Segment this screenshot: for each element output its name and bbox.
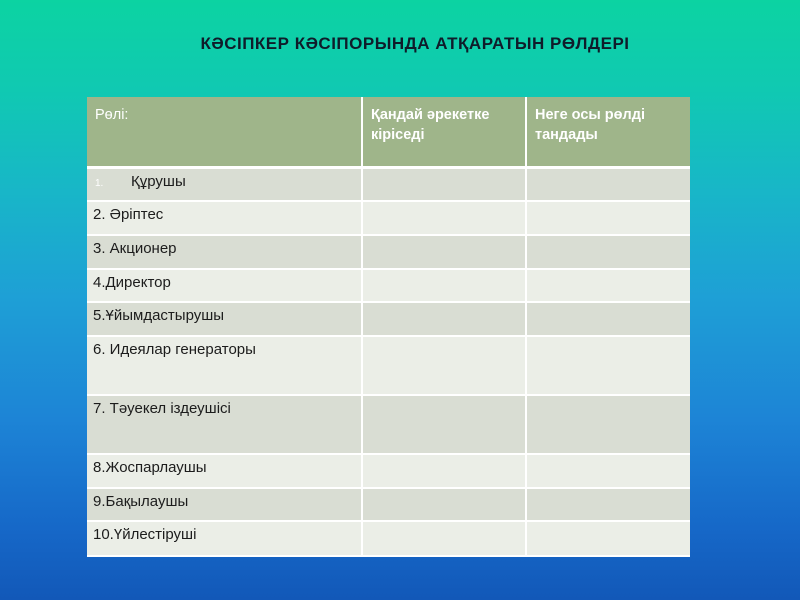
action-cell (362, 521, 526, 556)
action-cell (362, 235, 526, 269)
role-cell: 7. Тәуекел іздеушісі (87, 395, 362, 454)
reason-cell (526, 336, 690, 395)
action-cell (362, 336, 526, 395)
roles-table (87, 97, 690, 557)
slide-title: КӘСІПКЕР КӘСІПОРЫНДА АТҚАРАТЫН РӨЛДЕРІ (200, 34, 630, 53)
table-header-row (87, 97, 690, 167)
role-cell: 10.Үйлестіруші (87, 521, 362, 556)
role-cell: 9.Бақылаушы (87, 488, 362, 521)
action-cell (362, 488, 526, 521)
table-row (87, 488, 690, 521)
table-row (87, 521, 690, 556)
reason-cell (526, 488, 690, 521)
header-reason: Неге осы рөлді тандады (526, 97, 690, 167)
reason-cell (526, 235, 690, 269)
action-cell (362, 167, 526, 201)
action-cell (362, 454, 526, 488)
role-cell: 3. Акционер (87, 235, 362, 269)
header-role: Рөлі: (87, 97, 362, 167)
reason-cell (526, 521, 690, 556)
table-row (87, 167, 690, 201)
table-row (87, 201, 690, 235)
role-cell (87, 167, 362, 201)
role-name: Құрушы (131, 172, 186, 190)
role-cell: 4.Директор (87, 269, 362, 302)
role-cell: 6. Идеялар генераторы (87, 336, 362, 395)
table-row (87, 454, 690, 488)
table-row (87, 395, 690, 454)
action-cell (362, 269, 526, 302)
table-row (87, 235, 690, 269)
role-cell: 5.Ұйымдастырушы (87, 302, 362, 336)
reason-cell (526, 167, 690, 201)
table-row (87, 302, 690, 336)
role-cell: 2. Әріптес (87, 201, 362, 235)
action-cell (362, 395, 526, 454)
header-action: Қандай әрекетке кіріседі (362, 97, 526, 167)
table-row (87, 336, 690, 395)
reason-cell (526, 302, 690, 336)
action-cell (362, 302, 526, 336)
table-row (87, 269, 690, 302)
action-cell (362, 201, 526, 235)
reason-cell (526, 201, 690, 235)
reason-cell (526, 269, 690, 302)
role-cell: 8.Жоспарлаушы (87, 454, 362, 488)
reason-cell (526, 454, 690, 488)
list-number: 1. (95, 177, 104, 189)
reason-cell (526, 395, 690, 454)
